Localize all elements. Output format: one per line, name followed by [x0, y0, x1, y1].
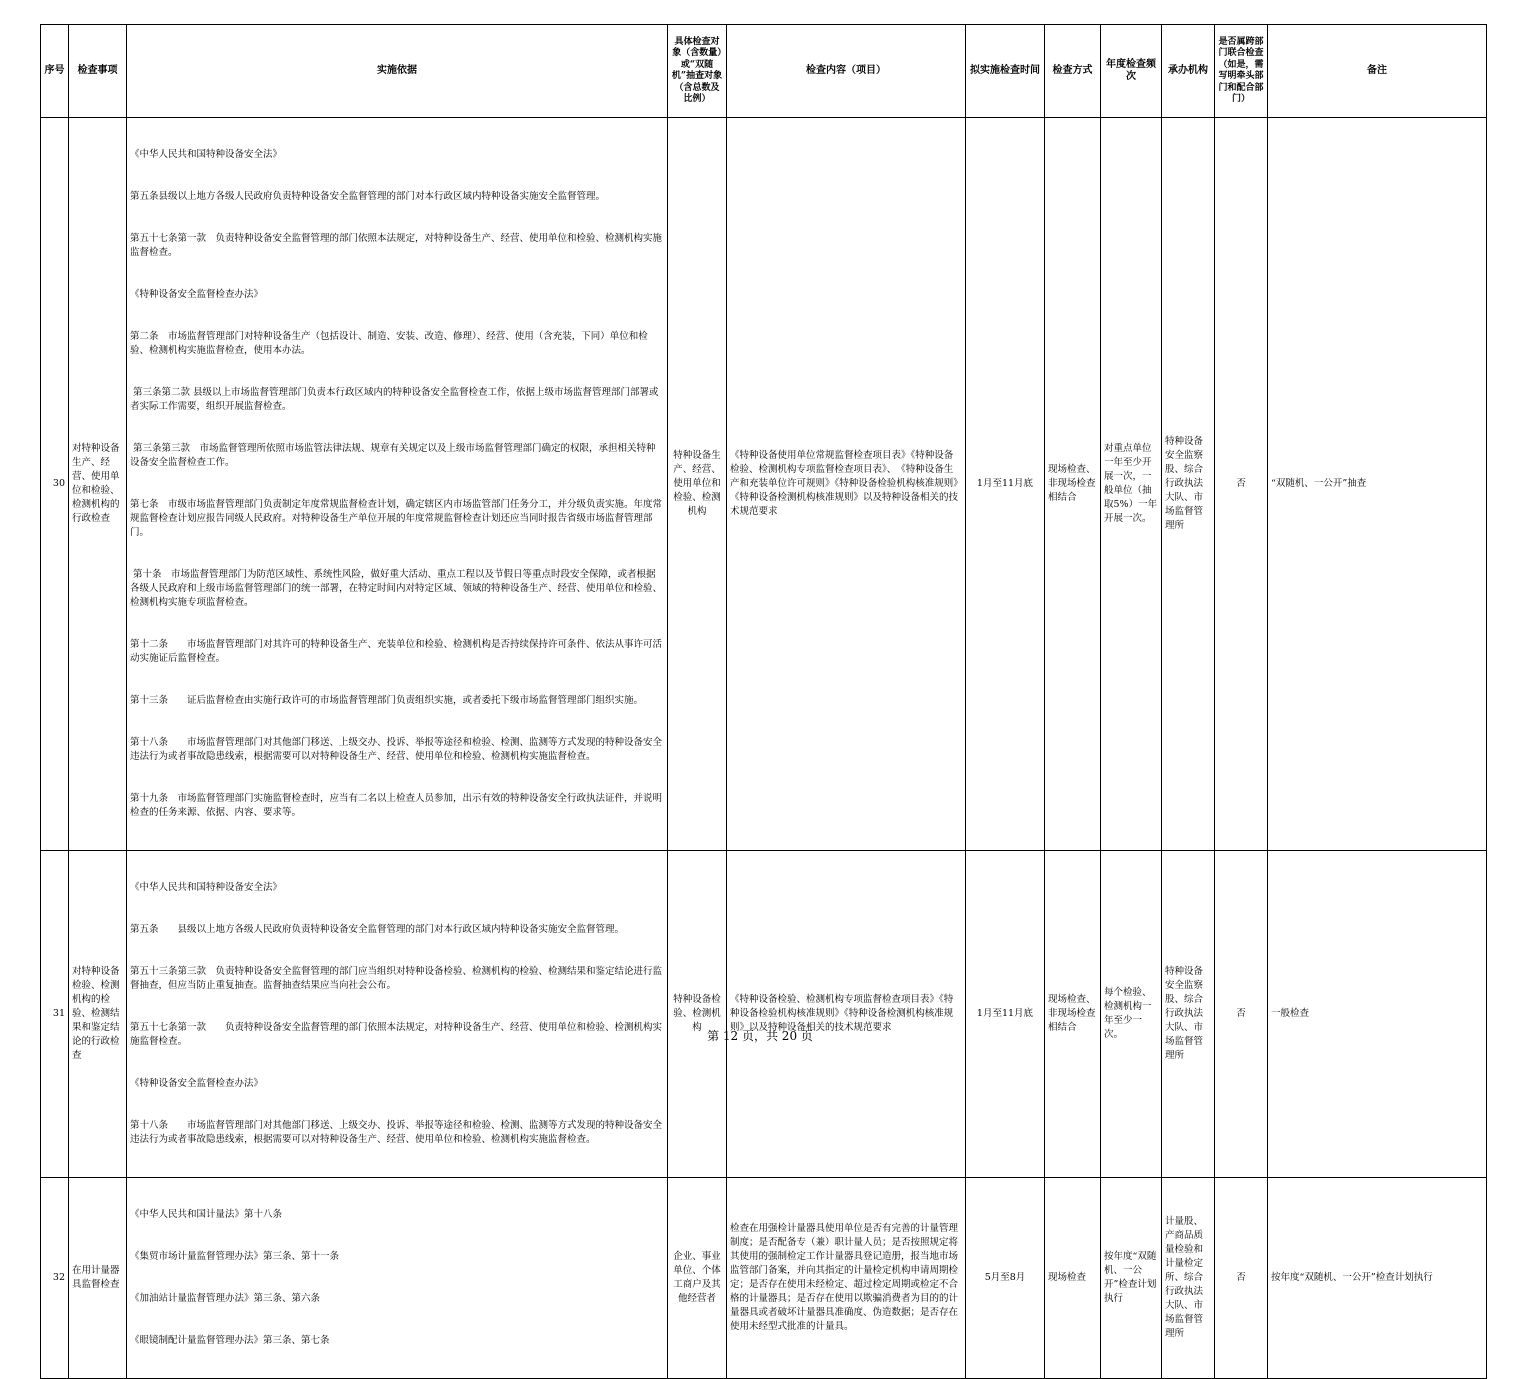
cell-basis	[127, 118, 668, 851]
cell-remark: “双随机、一公开”抽查	[1268, 118, 1487, 851]
header-remark: 备注	[1268, 25, 1487, 118]
cell-item: 在用计量器具监督检查	[69, 1178, 127, 1379]
basis-line: 第三条第二款 县级以上市场监督管理部门负责本行政区域内的特种设备安全监督检查工作，依据上级市场监督管理部门部署或者实际工作需要，组织开展监督检查。	[130, 387, 659, 412]
cell-freq: 每个检验、检测机构一年至少一次。	[1101, 851, 1162, 1178]
basis-line: 第十八条 市场监督管理部门对其他部门移送、上级交办、投诉、举报等途径和检验、检测、监测等方式发现的特种设备安全违法行为或者事故隐患线索，根据需要可以对特种设备生产、经营、使用单位和检验、检测机构实施监督检查。	[130, 1120, 663, 1145]
table-row-32	[41, 1178, 1487, 1379]
cell-content: 《特种设备使用单位常规监督检查项目表》《特种设备检验、检测机构专项监督检查项目表》、 《特种设备生产和充装单位许可规则》《特种设备检验机构核准规则》《特种设备检测机构核准规则》以及特种设备相关的技术规范要求	[727, 118, 966, 851]
basis-line: 第五十七条第一款 负责特种设备安全监督管理的部门依照本法规定，对特种设备生产、经营、使用单位和检验、检测机构实施监督检查。	[130, 233, 663, 258]
cell-remark: 按年度“双随机、一公开”检查计划执行	[1268, 1178, 1487, 1379]
header-freq: 年度检查频次	[1101, 25, 1162, 118]
header-method: 检查方式	[1045, 25, 1101, 118]
basis-line: 第十九条 市场监督管理部门实施监督检查时，应当有二名以上检查人员参加，出示有效的特种设备安全行政执法证件，并说明检查的任务来源、依据、内容、要求等。	[130, 793, 663, 818]
header-basis: 实施依据	[127, 25, 668, 118]
cell-seq: 31	[41, 851, 69, 1178]
basis-line: 第二条 市场监督管理部门对特种设备生产（包括设计、制造、安装、改造、修理）、经营、使用（含充装，下同）单位和检验、检测机构实施监督检查，使用本办法。	[130, 331, 648, 356]
basis-line: 第五十三条第三款 负责特种设备安全监督管理的部门应当组织对特种设备检验、检测机构的检验、检测结果和鉴定结论进行监督抽查，但应当防止重复抽查。监督抽查结果应当向社会公布。	[130, 966, 663, 991]
basis-line: 《中华人民共和国计量法》第十八条	[130, 1209, 283, 1220]
basis-line: 第十三条 证后监督检查由实施行政许可的市场监督管理部门负责组织实施，或者委托下级市场监督管理部门组织实施。	[130, 695, 644, 706]
table-row-30	[41, 118, 1487, 851]
basis-line: 第十二条 市场监督管理部门对其许可的特种设备生产、充装单位和检验、检测机构是否持续保持许可条件、依法从事许可活动实施证后监督检查。	[130, 639, 663, 664]
inspection-table	[40, 24, 1487, 1379]
header-item: 检查事项	[69, 25, 127, 118]
table-row-31	[41, 851, 1487, 1178]
cell-target: 特种设备检验、检测机构	[668, 851, 727, 1178]
header-time: 拟实施检查时间	[966, 25, 1045, 118]
cell-remark: 一般检查	[1268, 851, 1487, 1178]
basis-line: 第十条 市场监督管理部门为防范区域性、系统性风险，做好重大活动、重点工程以及节假日等重点时段安全保障，或者根据各级人民政府和上级市场监督管理部门的统一部署，在特定时间内对特定区域、领域的特种设备生产、经营、使用单位和检验、检测机构实施专项监督检查。	[130, 569, 663, 608]
basis-line: 《特种设备安全监督检查办法》	[130, 289, 264, 300]
cell-target: 企业、事业单位、个体工商户及其他经营者	[668, 1178, 727, 1379]
cell-item: 对特种设备检验、检测机构的检验、检测结果和鉴定结论的行政检查	[69, 851, 127, 1178]
cell-joint: 否	[1215, 1178, 1268, 1379]
basis-line: 《集贸市场计量监督管理办法》第三条、第十一条	[130, 1251, 340, 1262]
cell-joint: 否	[1215, 851, 1268, 1178]
header-seq: 序号	[41, 25, 69, 118]
cell-basis	[127, 1178, 668, 1379]
basis-line: 第五条 县级以上地方各级人民政府负责特种设备安全监督管理的部门对本行政区域内特种设备实施安全监督管理。	[130, 924, 625, 935]
header-target: 具体检查对象（含数量）或“双随机”抽查对象（含总数及比例）	[668, 25, 727, 118]
basis-line: 《中华人民共和国特种设备安全法》	[130, 882, 283, 893]
basis-line: 第三条第三款 市场监督管理所依照市场监管法律法规、规章有关规定以及上级市场监督管理部门确定的权限，承担相关特种设备安全监督检查工作。	[130, 443, 656, 468]
header-content: 检查内容（项目）	[727, 25, 966, 118]
header-joint: 是否属跨部门联合检查（如是，需写明牵头部门和配合部门）	[1215, 25, 1268, 118]
cell-method: 现场检查、非现场检查相结合	[1045, 851, 1101, 1178]
basis-line: 第五十七条第一款 负责特种设备安全监督管理的部门依照本法规定，对特种设备生产、经营、使用单位和检验、检测机构实施监督检查。	[130, 1022, 663, 1047]
cell-method: 现场检查、非现场检查相结合	[1045, 118, 1101, 851]
basis-line: 《特种设备安全监督检查办法》	[130, 1078, 264, 1089]
cell-org: 特种设备安全监察股、综合行政执法大队、市场监督管理所	[1162, 118, 1215, 851]
cell-method: 现场检查	[1045, 1178, 1101, 1379]
cell-freq: 按年度“双随机、一公开”检查计划执行	[1101, 1178, 1162, 1379]
cell-seq: 32	[41, 1178, 69, 1379]
basis-line: 第十八条 市场监督管理部门对其他部门移送、上级交办、投诉、举报等途径和检验、检测、监测等方式发现的特种设备安全违法行为或者事故隐患线索，根据需要可以对特种设备生产、经营、使用单位和检验、检测机构实施监督检查。	[130, 737, 663, 762]
basis-line: 《中华人民共和国特种设备安全法》	[130, 149, 283, 160]
cell-basis	[127, 851, 668, 1178]
header-row	[41, 25, 1487, 118]
cell-time: 5月至8月	[966, 1178, 1045, 1379]
cell-time: 1月至11月底	[966, 851, 1045, 1178]
cell-time: 1月至11月底	[966, 118, 1045, 851]
basis-line: 第七条 市级市场监督管理部门负责制定年度常规监督检查计划，确定辖区内市场监管部门任务分工，并分级负责实施。年度常规监督检查计划应报告同级人民政府。对特种设备生产单位开展的年度常规监督检查计划还应当同时报告省级市场监督管理部门。	[130, 499, 663, 538]
page-footer: 第 12 页，共 20 页	[707, 1029, 813, 1043]
basis-line: 第五条县级以上地方各级人民政府负责特种设备安全监督管理的部门对本行政区域内特种设备实施安全监督管理。	[130, 191, 606, 202]
cell-item: 对特种设备生产、经营、使用单位和检验、检测机构的行政检查	[69, 118, 127, 851]
cell-joint: 否	[1215, 118, 1268, 851]
cell-freq: 对重点单位一年至少开展一次，一般单位（抽取5%）一年开展一次。	[1101, 118, 1162, 851]
cell-org: 计量股、产商品质量检验和计量检定所、综合行政执法大队、市场监督管理所	[1162, 1178, 1215, 1379]
cell-org: 特种设备安全监察股、综合行政执法大队、市场监督管理所	[1162, 851, 1215, 1178]
header-org: 承办机构	[1162, 25, 1215, 118]
basis-line: 《加油站计量监督管理办法》第三条、第六条	[130, 1293, 321, 1304]
cell-target: 特种设备生产、经营、使用单位和检验、检测机构	[668, 118, 727, 851]
cell-content: 《特种设备检验、检测机构专项监督检查项目表》《特种设备检验机构核准规则》《特种设备检测机构核准规则》以及特种设备相关的技术规范要求	[727, 851, 966, 1178]
cell-seq: 30	[41, 118, 69, 851]
basis-line: 《眼镜制配计量监督管理办法》第三条、第七条	[130, 1335, 330, 1346]
cell-content: 检查在用强检计量器具使用单位是否有完善的计量管理制度；是否配备专（兼）职计量人员；是否按照规定将其使用的强制检定工作计量器具登记造册，报当地市场监管部门备案，并向其指定的计量检定机构申请周期检定；是否存在使用未经检定、超过检定周期或检定不合格的计量器具；是否存在使用以欺骗消费者为目的的计量器具或者破坏计量器具准确度、伪造数据；是否存在使用未经型式批准的计量具。	[727, 1178, 966, 1379]
